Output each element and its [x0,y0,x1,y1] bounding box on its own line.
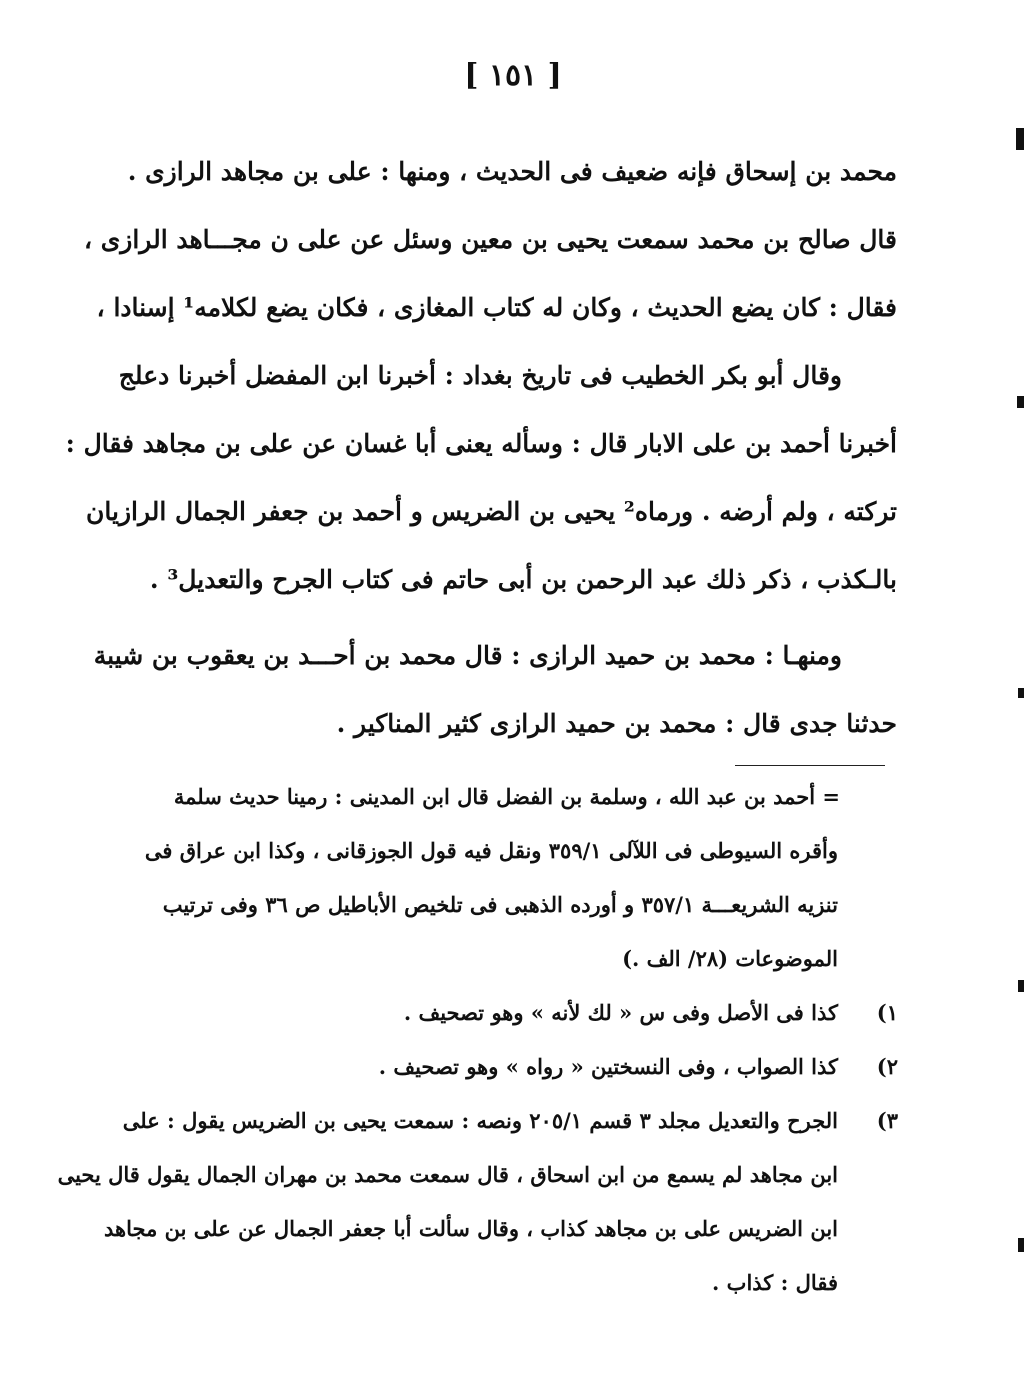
footnote-separator [735,765,885,766]
text-line: تركته ، ولم أرضه . ورماه² يحيى بن الضريس و أحمد بن جعفر الجمال الرازيان [86,497,897,526]
footnote-text: كذا فى الأصل وفى س « لك لأنه » وهو تصحيف . [403,1000,838,1025]
scan-edge-mark [1018,980,1024,992]
footnote-continuation-line: = أحمد بن عبد الله ، وسلمة بن الفضل قال ابن المدينى : رمينا حديث سلمة [173,784,840,809]
footnote-1 [178,986,898,1040]
footnote-continuation-line: الموضوعات (٢٨/ الف .) [622,946,838,971]
scan-edge-mark [1016,128,1024,150]
page-number: [ ١٥١ ] [464,58,562,93]
footnote-continuation-line: وأقره السيوطى فى اللآلى ٣٥٩/١ ونقل فيه قول الجوزقانى ، وكذا ابن عراق فى [144,838,838,863]
text-line: بالـكذب ، ذكر ذلك عبد الرحمن بن أبى حاتم فى كتاب الجرح والتعديل³ . [149,565,897,594]
text-line: أخبرنا أحمد بن على الابار قال : وسأله يعنى أبا غسان عن على بن مجاهد فقال : [65,429,897,458]
text-line: فقال : كان يضع الحديث ، وكان له كتاب المغازى ، فكان يضع لكلامه¹ إسنادا ، [96,293,897,322]
footnotes [57,770,898,1310]
text-line: وقال أبو بكر الخطيب فى تاريخ بغداد : أخبرنا ابن المفضل أخبرنا دعلج [118,361,842,390]
text-line: ومنهـا : محمد بن حميد الرازى : قال محمد بن أحـــد بن يعقوب بن شيبة [93,641,842,670]
footnote-text: الجرح والتعديل مجلد ٣ قسم ٢٠٥/١ ونصه : سمعت يحيى بن الضريس يقول : على [122,1108,838,1133]
footnote-text: ابن مجاهد لم يسمع من ابن اسحاق ، قال سمعت محمد بن مهران الجمال يقول قال يحيى [57,1162,838,1187]
footnote-number: ٢) [876,1054,898,1079]
main-text [65,138,897,758]
footnote-2 [178,1040,898,1094]
scan-edge-mark [1018,688,1024,698]
footnote-continuation-line: تنزيه الشريعـــة ٣٥٧/١ و أورده الذهبى فى تلخيص الأباطيل ص ٣٦ وفى ترتيب [162,892,838,917]
text-line: حدثنا جدى قال : محمد بن حميد الرازى كثير المناكير . [336,709,897,738]
footnote-3 [122,1094,898,1148]
text-line: قال صالح بن محمد سمعت يحيى بن معين وسئل عن على ن مجـــاهد الرازى ، [83,225,897,254]
scan-edge-mark [1017,396,1024,408]
footnote-text: فقال : كذاب . [712,1270,838,1295]
footnote-text: كذا الصواب ، وفى النسختين « رواه » وهو تصحيف . [378,1054,838,1079]
footnote-number: ٣) [876,1108,898,1133]
text-line: محمد بن إسحاق فإنه ضعيف فى الحديث ، ومنها : على بن مجاهد الرازى . [127,157,897,186]
footnote-number: ١) [876,1000,898,1025]
footnote-text: ابن الضريس على بن مجاهد كذاب ، وقال سألت أبا جعفر الجمال عن على بن مجاهد [104,1216,838,1241]
scan-edge-mark [1018,1238,1024,1252]
